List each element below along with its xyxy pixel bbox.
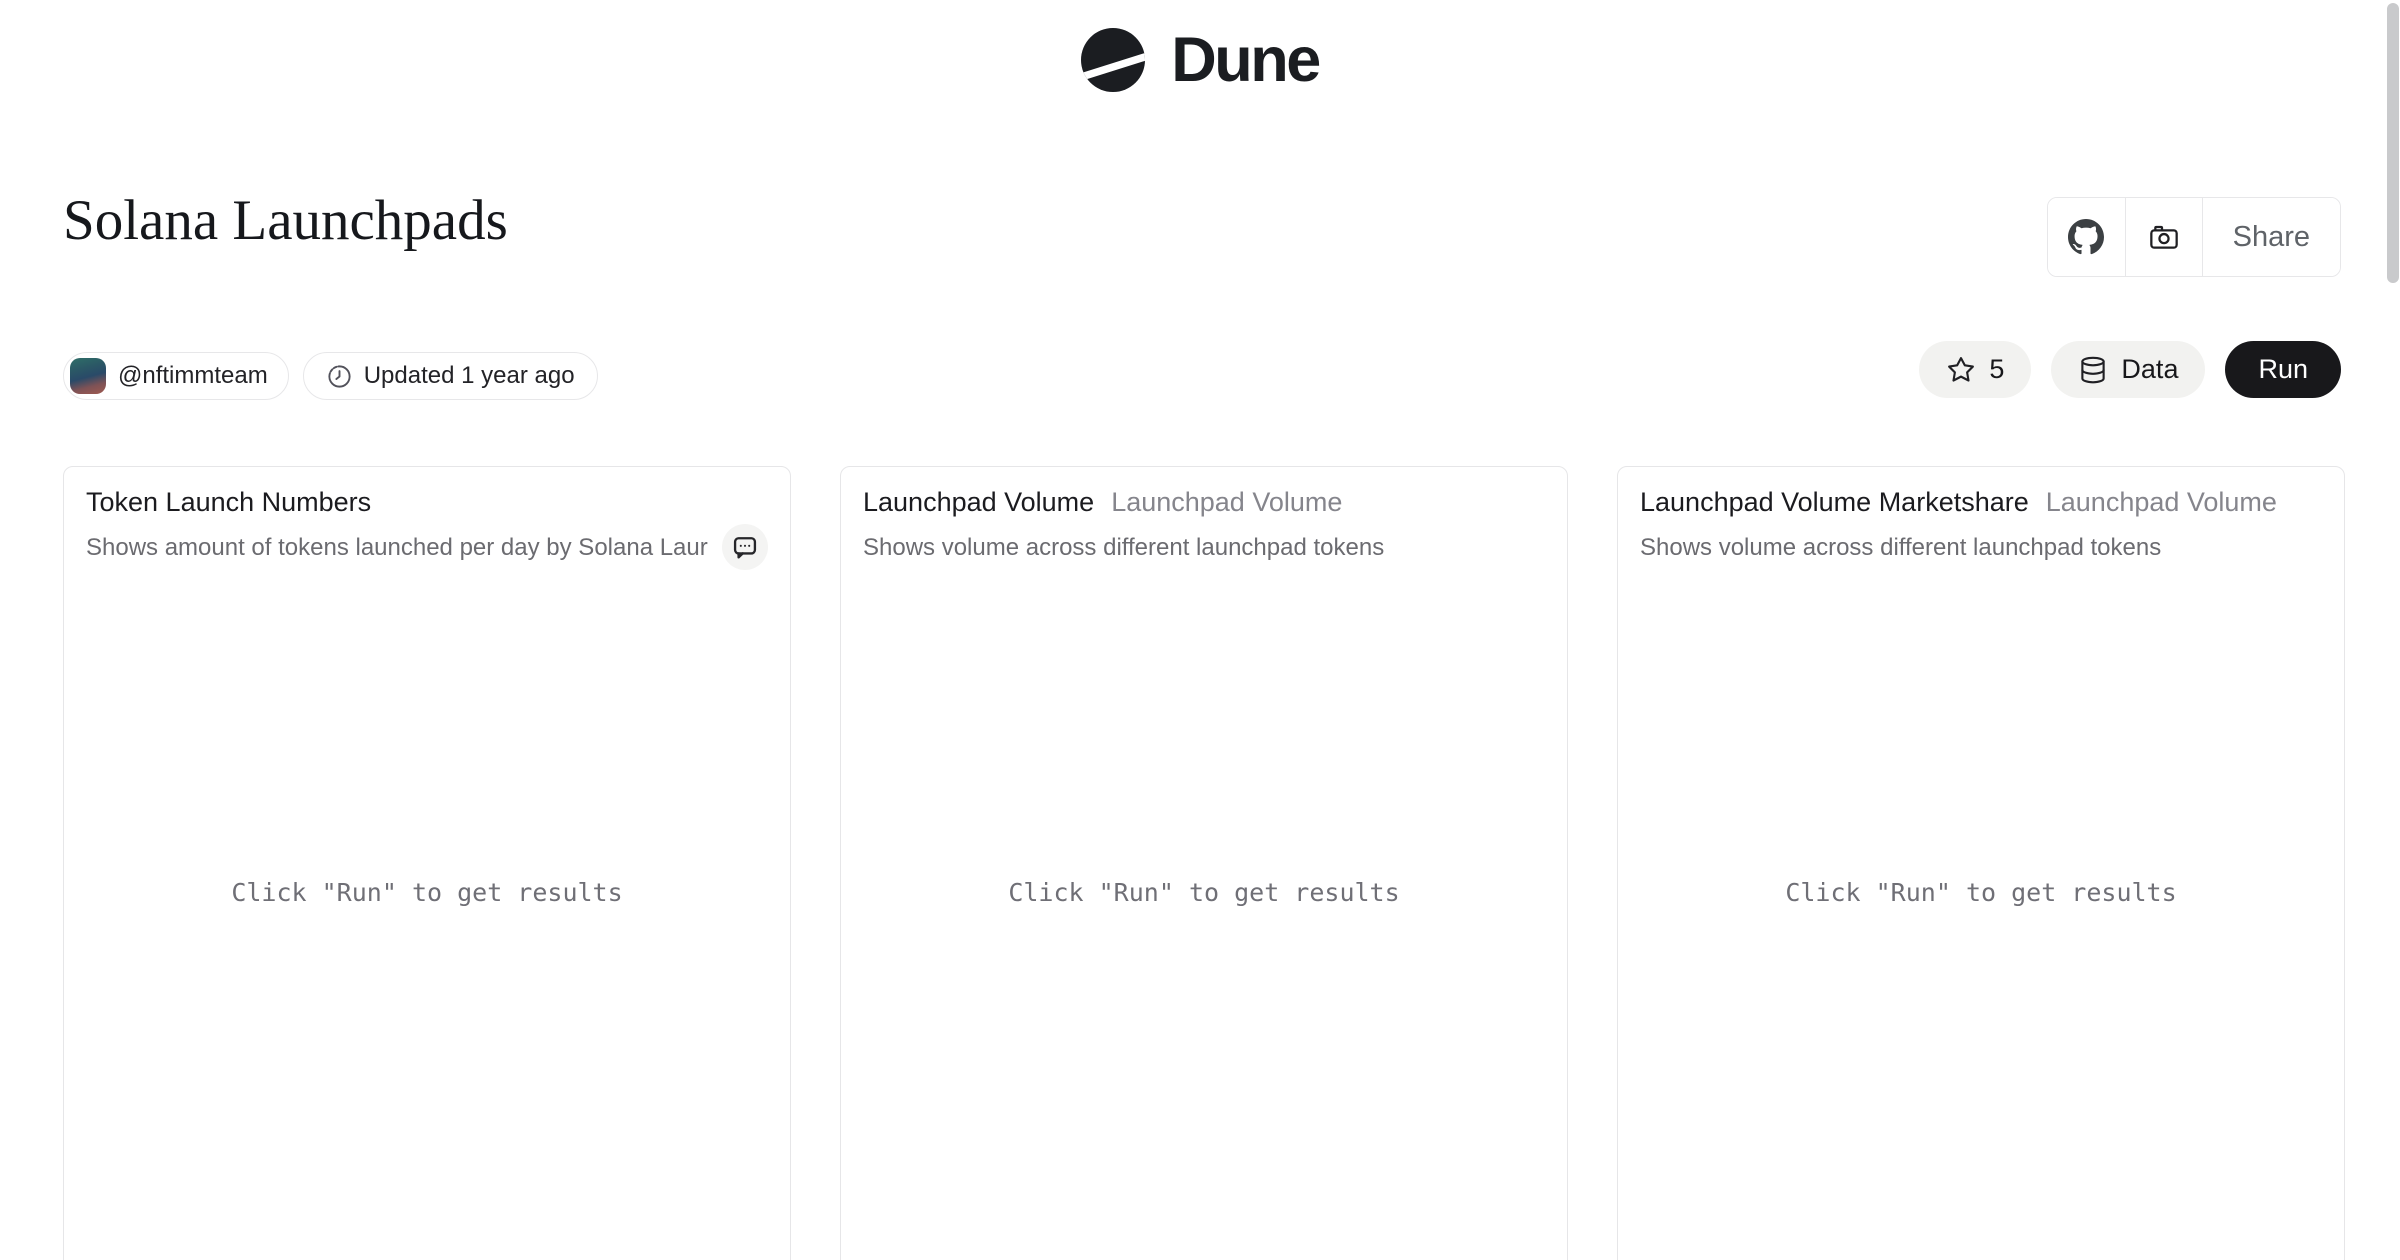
data-label: Data [2121,354,2179,384]
run-prompt-text: Click "Run" to get results [1785,878,2177,908]
page-title: Solana Launchpads [63,189,508,252]
widget-card-launchpad-volume-marketshare [1617,466,2345,1260]
card-description: Shows volume across different launchpad tokens [863,533,1385,561]
card-title: Launchpad Volume Marketshare [1640,487,2029,517]
comment-icon [731,533,759,561]
chart-placeholder [86,570,768,1215]
meta-row [63,352,598,400]
comment-button[interactable] [722,524,768,570]
card-title-suffix: Launchpad Volume [2045,487,2277,517]
chart-placeholder [1640,570,2322,1215]
clock-icon [326,363,353,390]
updated-badge [303,352,598,400]
updated-text: Updated 1 year ago [363,362,575,389]
vertical-scrollbar[interactable] [2387,3,2399,283]
card-title-row [86,485,768,520]
site-header [0,24,2400,95]
card-description: Shows amount of tokens launched per day by Solana Laur [86,533,708,561]
card-description-row [863,524,1545,570]
author-badge[interactable] [63,352,289,400]
github-button[interactable] [2048,198,2125,276]
cards-row [63,466,2345,1260]
card-description: Shows volume across different launchpad tokens [1640,533,2162,561]
star-button[interactable] [1919,341,2031,398]
star-icon [1946,355,1976,385]
data-button[interactable] [2051,341,2205,398]
run-prompt-text: Click "Run" to get results [1008,878,1400,908]
run-label: Run [2258,354,2308,384]
card-title: Token Launch Numbers [86,487,372,517]
card-title-row [1640,485,2322,520]
card-title-suffix: Launchpad Volume [1111,487,1343,517]
action-controls [1919,341,2341,398]
share-button-group [2047,197,2341,277]
run-button[interactable] [2225,341,2341,398]
avatar [70,358,106,394]
dune-wordmark[interactable]: Dune [1171,24,1319,95]
card-title-row [863,485,1545,520]
widget-card-token-launch-numbers [63,466,791,1260]
database-icon [2078,355,2108,385]
card-title: Launchpad Volume [863,487,1095,517]
run-prompt-text: Click "Run" to get results [231,878,623,908]
share-button[interactable]: Share [2202,198,2340,276]
card-description-row [1640,524,2322,570]
dune-logo-icon[interactable] [1081,28,1145,92]
screenshot-button[interactable] [2125,198,2202,276]
star-count: 5 [1989,354,2005,384]
chart-placeholder [863,570,1545,1215]
card-description-row [86,524,768,570]
github-icon [2068,219,2104,255]
author-name: @nftimmteam [118,362,268,389]
camera-icon [2148,221,2180,253]
widget-card-launchpad-volume [840,466,1568,1260]
